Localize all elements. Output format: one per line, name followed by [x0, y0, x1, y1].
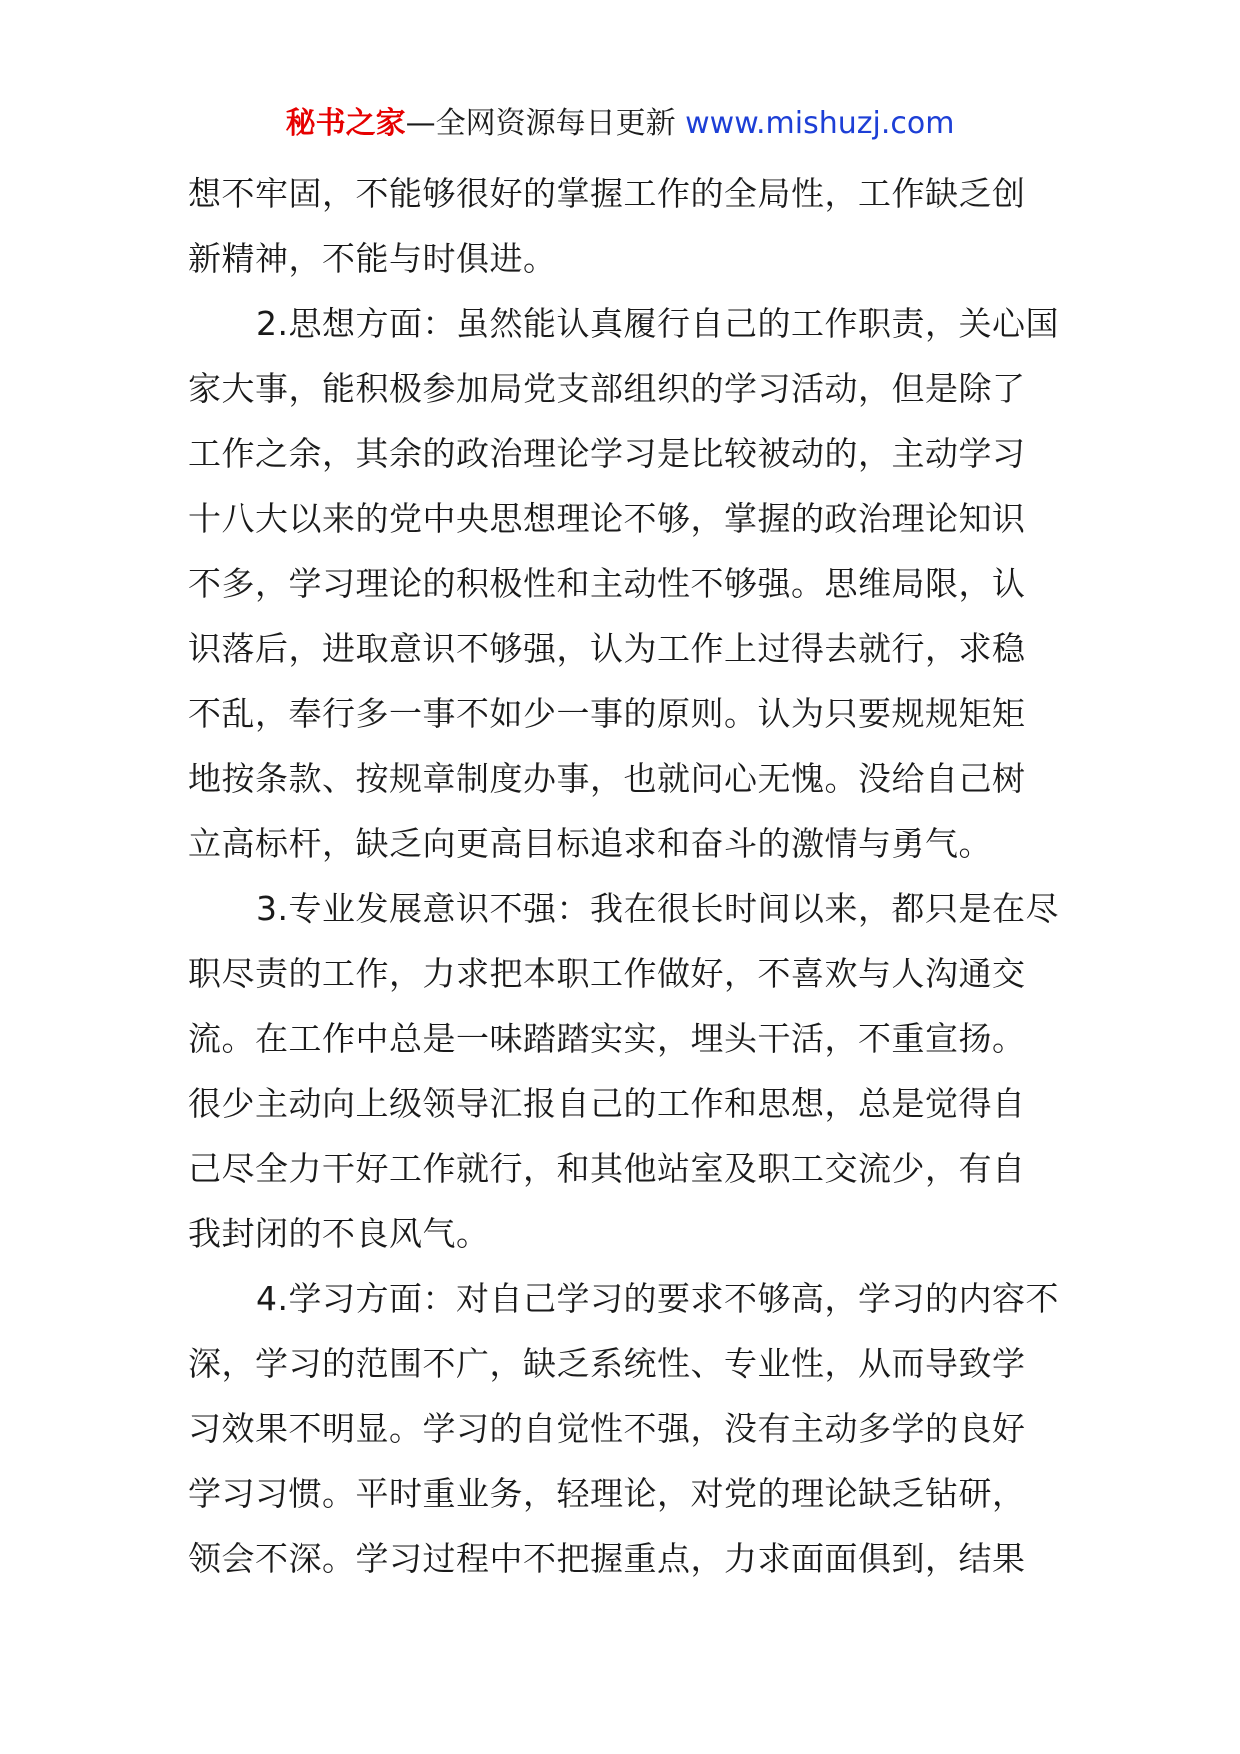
paragraph-start-line: 2.思想方面：虽然能认真履行自己的工作职责，关心国 — [256, 304, 1059, 343]
text-line: 十八大以来的党中央思想理论不够，掌握的政治理论知识 — [188, 499, 1026, 538]
header-tagline: —全网资源每日更新 — [405, 106, 676, 141]
document-body — [188, 161, 1058, 1591]
text-line: 职尽责的工作，力求把本职工作做好，不喜欢与人沟通交 — [188, 954, 1026, 993]
text-line: 想不牢固，不能够很好的掌握工作的全局性，工作缺乏创 — [188, 174, 1026, 213]
text-line: 工作之余，其余的政治理论学习是比较被动的，主动学习 — [188, 434, 1026, 473]
text-line: 己尽全力干好工作就行，和其他站室及职工交流少，有自 — [188, 1149, 1026, 1188]
site-url-link[interactable]: www.mishuzj.com — [685, 106, 955, 141]
text-line: 领会不深。学习过程中不把握重点，力求面面俱到，结果 — [188, 1539, 1026, 1578]
paragraph-start-line: 3.专业发展意识不强：我在很长时间以来，都只是在尽 — [256, 889, 1059, 928]
text-line: 学习习惯。平时重业务，轻理论，对党的理论缺乏钻研， — [188, 1474, 1026, 1513]
brand-name: 秘书之家 — [285, 106, 406, 141]
text-line: 家大事，能积极参加局党支部组织的学习活动，但是除了 — [188, 369, 1026, 408]
paragraph-start-line: 4.学习方面：对自己学习的要求不够高，学习的内容不 — [256, 1279, 1059, 1318]
text-line: 习效果不明显。学习的自觉性不强，没有主动多学的良好 — [188, 1409, 1026, 1448]
text-line: 新精神，不能与时俱进。 — [188, 239, 557, 278]
text-line: 流。在工作中总是一味踏踏实实，埋头干活，不重宣扬。 — [188, 1019, 1026, 1058]
text-line: 地按条款、按规章制度办事，也就问心无愧。没给自己树 — [188, 759, 1026, 798]
text-line: 不乱，奉行多一事不如少一事的原则。认为只要规规矩矩 — [188, 694, 1026, 733]
text-line: 很少主动向上级领导汇报自己的工作和思想，总是觉得自 — [188, 1084, 1026, 1123]
text-line: 识落后，进取意识不够强，认为工作上过得去就行，求稳 — [188, 629, 1026, 668]
text-line: 我封闭的不良风气。 — [188, 1214, 490, 1253]
text-line: 深，学习的范围不广，缺乏系统性、专业性，从而导致学 — [188, 1344, 1026, 1383]
text-line: 立高标杆，缺乏向更高目标追求和奋斗的激情与勇气。 — [188, 824, 992, 863]
text-line: 不多，学习理论的积极性和主动性不够强。思维局限，认 — [188, 564, 1026, 603]
site-header — [0, 104, 1240, 144]
